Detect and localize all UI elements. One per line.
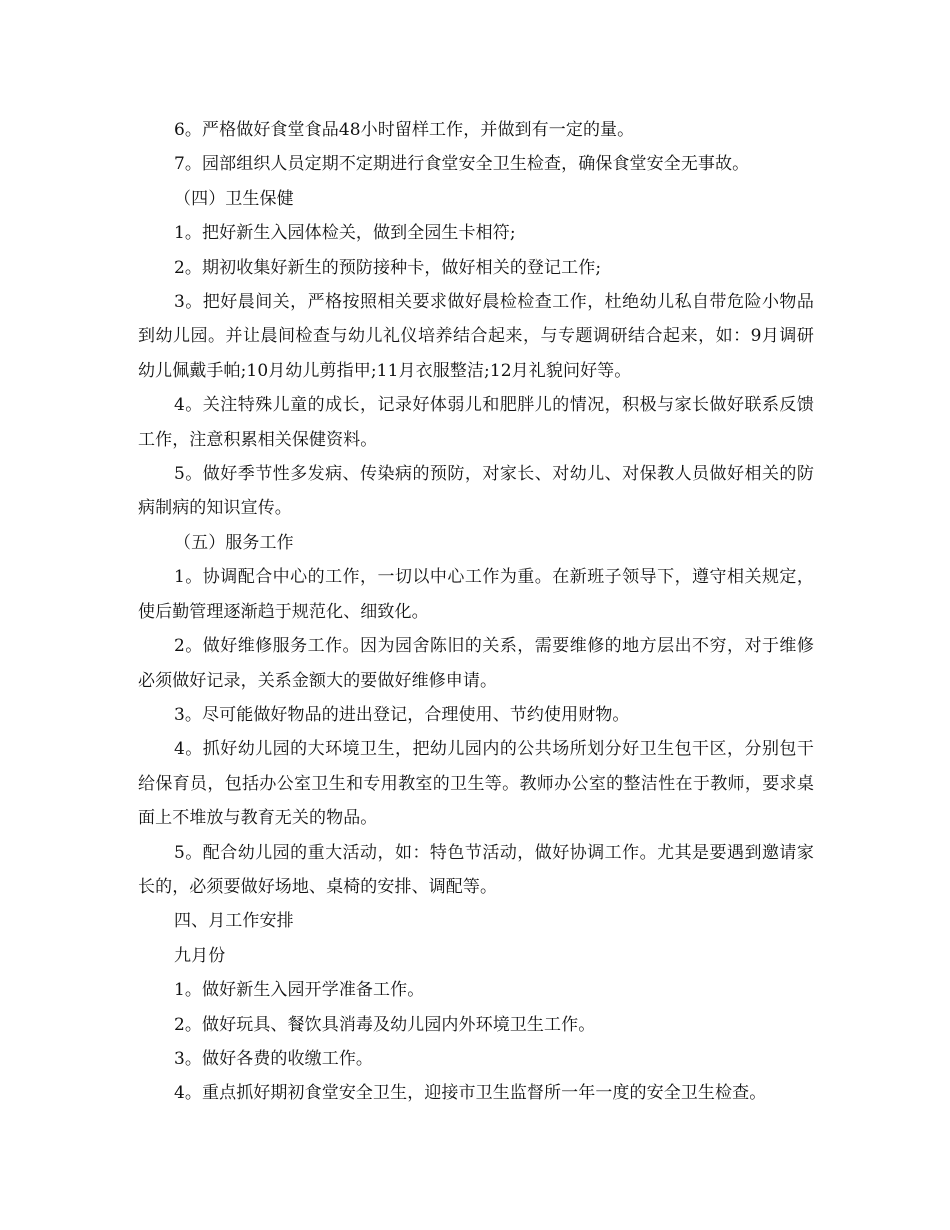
document-body [138, 113, 814, 1111]
paragraph: 4。重点抓好期初食堂安全卫生，迎接市卫生监督所一年一度的安全卫生检查。 [174, 1083, 767, 1104]
section-heading: 四、月工作安排 [174, 911, 294, 932]
paragraph: 3。把好晨间关，严格按照相关要求做好晨检检查工作，杜绝幼儿私自带危险小物品到幼儿园。并让晨间检查与幼儿礼仪培养结合起来，与专题调研结合起来，如：9月调研幼儿佩戴手帕;10月幼儿剪指甲;11月衣服整洁;12月礼貌问好等。 [138, 292, 814, 381]
paragraph: 6。严格做好食堂食品48小时留样工作，并做到有一定的量。 [174, 120, 635, 140]
paragraph: 2。做好维修服务工作。因为园舍陈旧的关系，需要维修的地方层出不穷，对于维修必须做好记录，关系金额大的要做好维修申请。 [138, 636, 814, 691]
paragraph: 5。做好季节性多发病、传染病的预防，对家长、对幼儿、对保教人员做好相关的防病制病的知识宣传。 [138, 464, 814, 519]
paragraph: 3。做好各费的收缴工作。 [174, 1048, 374, 1069]
paragraph: 7。园部组织人员定期不定期进行食堂安全卫生检查，确保食堂安全无事故。 [174, 154, 750, 175]
section-heading: （四）卫生保健 [174, 188, 294, 209]
paragraph: 4。抓好幼儿园的大环境卫生，把幼儿园内的公共场所划分好卫生包干区，分别包干给保育员，包括办公室卫生和专用教室的卫生等。教师办公室的整洁性在于教师，要求桌面上不堆放与教育无关的物品。 [138, 739, 814, 829]
paragraph: 2。做好玩具、餐饮具消毒及幼儿园内外环境卫生工作。 [174, 1014, 596, 1035]
paragraph: 1。协调配合中心的工作，一切以中心工作为重。在新班子领导下，遵守相关规定，使后勤管理逐渐趋于规范化、细致化。 [138, 567, 814, 622]
paragraph: 1。做好新生入园开学准备工作。 [174, 980, 425, 1001]
section-heading: （五）服务工作 [174, 532, 294, 553]
paragraph: 1。把好新生入园体检关，做到全园生卡相符; [174, 223, 516, 244]
paragraph: 5。配合幼儿园的重大活动，如：特色节活动，做好协调工作。尤其是要遇到邀请家长的，必须要做好场地、桌椅的安排、调配等。 [138, 842, 814, 897]
paragraph: 3。尽可能做好物品的进出登记，合理使用、节约使用财物。 [174, 704, 630, 725]
paragraph: 4。关注特殊儿童的成长，记录好体弱儿和肥胖儿的情况，积极与家长做好联系反馈工作，注意积累相关保健资料。 [138, 395, 814, 450]
month-heading: 九月份 [174, 945, 226, 966]
paragraph: 2。期初收集好新生的预防接种卡，做好相关的登记工作; [174, 257, 602, 278]
